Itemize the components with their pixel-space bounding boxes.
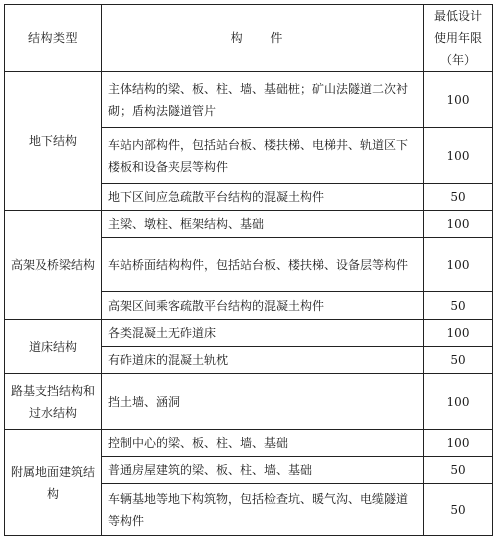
design-life-table	[4, 4, 493, 536]
header-design-life-line3: （年）	[439, 53, 476, 67]
years-cell: 100	[424, 72, 493, 128]
category-cell-elevated: 高架及桥梁结构	[5, 211, 102, 320]
years-cell: 50	[424, 184, 493, 211]
component-cell: 车辆基地等地下构筑物，包括检查坑、暖气沟、电缆隧道等构件	[102, 484, 424, 536]
years-cell: 50	[424, 457, 493, 484]
component-cell: 有砟道床的混凝土轨枕	[102, 347, 424, 374]
category-cell-auxiliary: 附属地面建筑结构	[5, 430, 102, 536]
component-cell: 各类混凝土无砟道床	[102, 320, 424, 347]
table-row	[5, 430, 493, 457]
category-cell-trackbed: 道床结构	[5, 320, 102, 374]
category-cell-subgrade: 路基支挡结构和过水结构	[5, 374, 102, 430]
component-cell: 车站内部构件，包括站台板、楼扶梯、电梯井、轨道区下楼板和设备夹层等构件	[102, 128, 424, 184]
header-component-label: 构 件	[230, 31, 295, 45]
table-row	[5, 211, 493, 238]
header-design-life-line1: 最低设计	[433, 9, 482, 23]
years-cell: 50	[424, 484, 493, 536]
table-row	[5, 374, 493, 430]
header-design-life-line2: 使用年限	[433, 31, 482, 45]
header-structure-type-label: 结构类型	[27, 31, 78, 45]
component-cell: 车站桥面结构构件，包括站台板、楼扶梯、设备层等构件	[102, 238, 424, 292]
table-row	[5, 320, 493, 347]
category-cell-underground: 地下结构	[5, 72, 102, 211]
table-row	[5, 72, 493, 128]
years-cell: 100	[424, 374, 493, 430]
header-structure-type	[5, 5, 102, 72]
header-design-life	[424, 5, 493, 72]
component-cell: 高架区间乘客疏散平台结构的混凝土构件	[102, 292, 424, 320]
years-cell: 100	[424, 430, 493, 457]
component-cell: 地下区间应急疏散平台结构的混凝土构件	[102, 184, 424, 211]
header-component	[102, 5, 424, 72]
years-cell: 50	[424, 292, 493, 320]
years-cell: 50	[424, 347, 493, 374]
years-cell: 100	[424, 238, 493, 292]
component-cell: 主梁、墩柱、框架结构、基础	[102, 211, 424, 238]
component-cell: 挡土墙、涵洞	[102, 374, 424, 430]
years-cell: 100	[424, 211, 493, 238]
component-cell: 控制中心的梁、板、柱、墙、基础	[102, 430, 424, 457]
years-cell: 100	[424, 320, 493, 347]
component-cell: 普通房屋建筑的梁、板、柱、墙、基础	[102, 457, 424, 484]
component-cell: 主体结构的梁、板、柱、墙、基础桩；矿山法隧道二次衬砌；盾构法隧道管片	[102, 72, 424, 128]
years-cell: 100	[424, 128, 493, 184]
header-row	[5, 5, 493, 72]
